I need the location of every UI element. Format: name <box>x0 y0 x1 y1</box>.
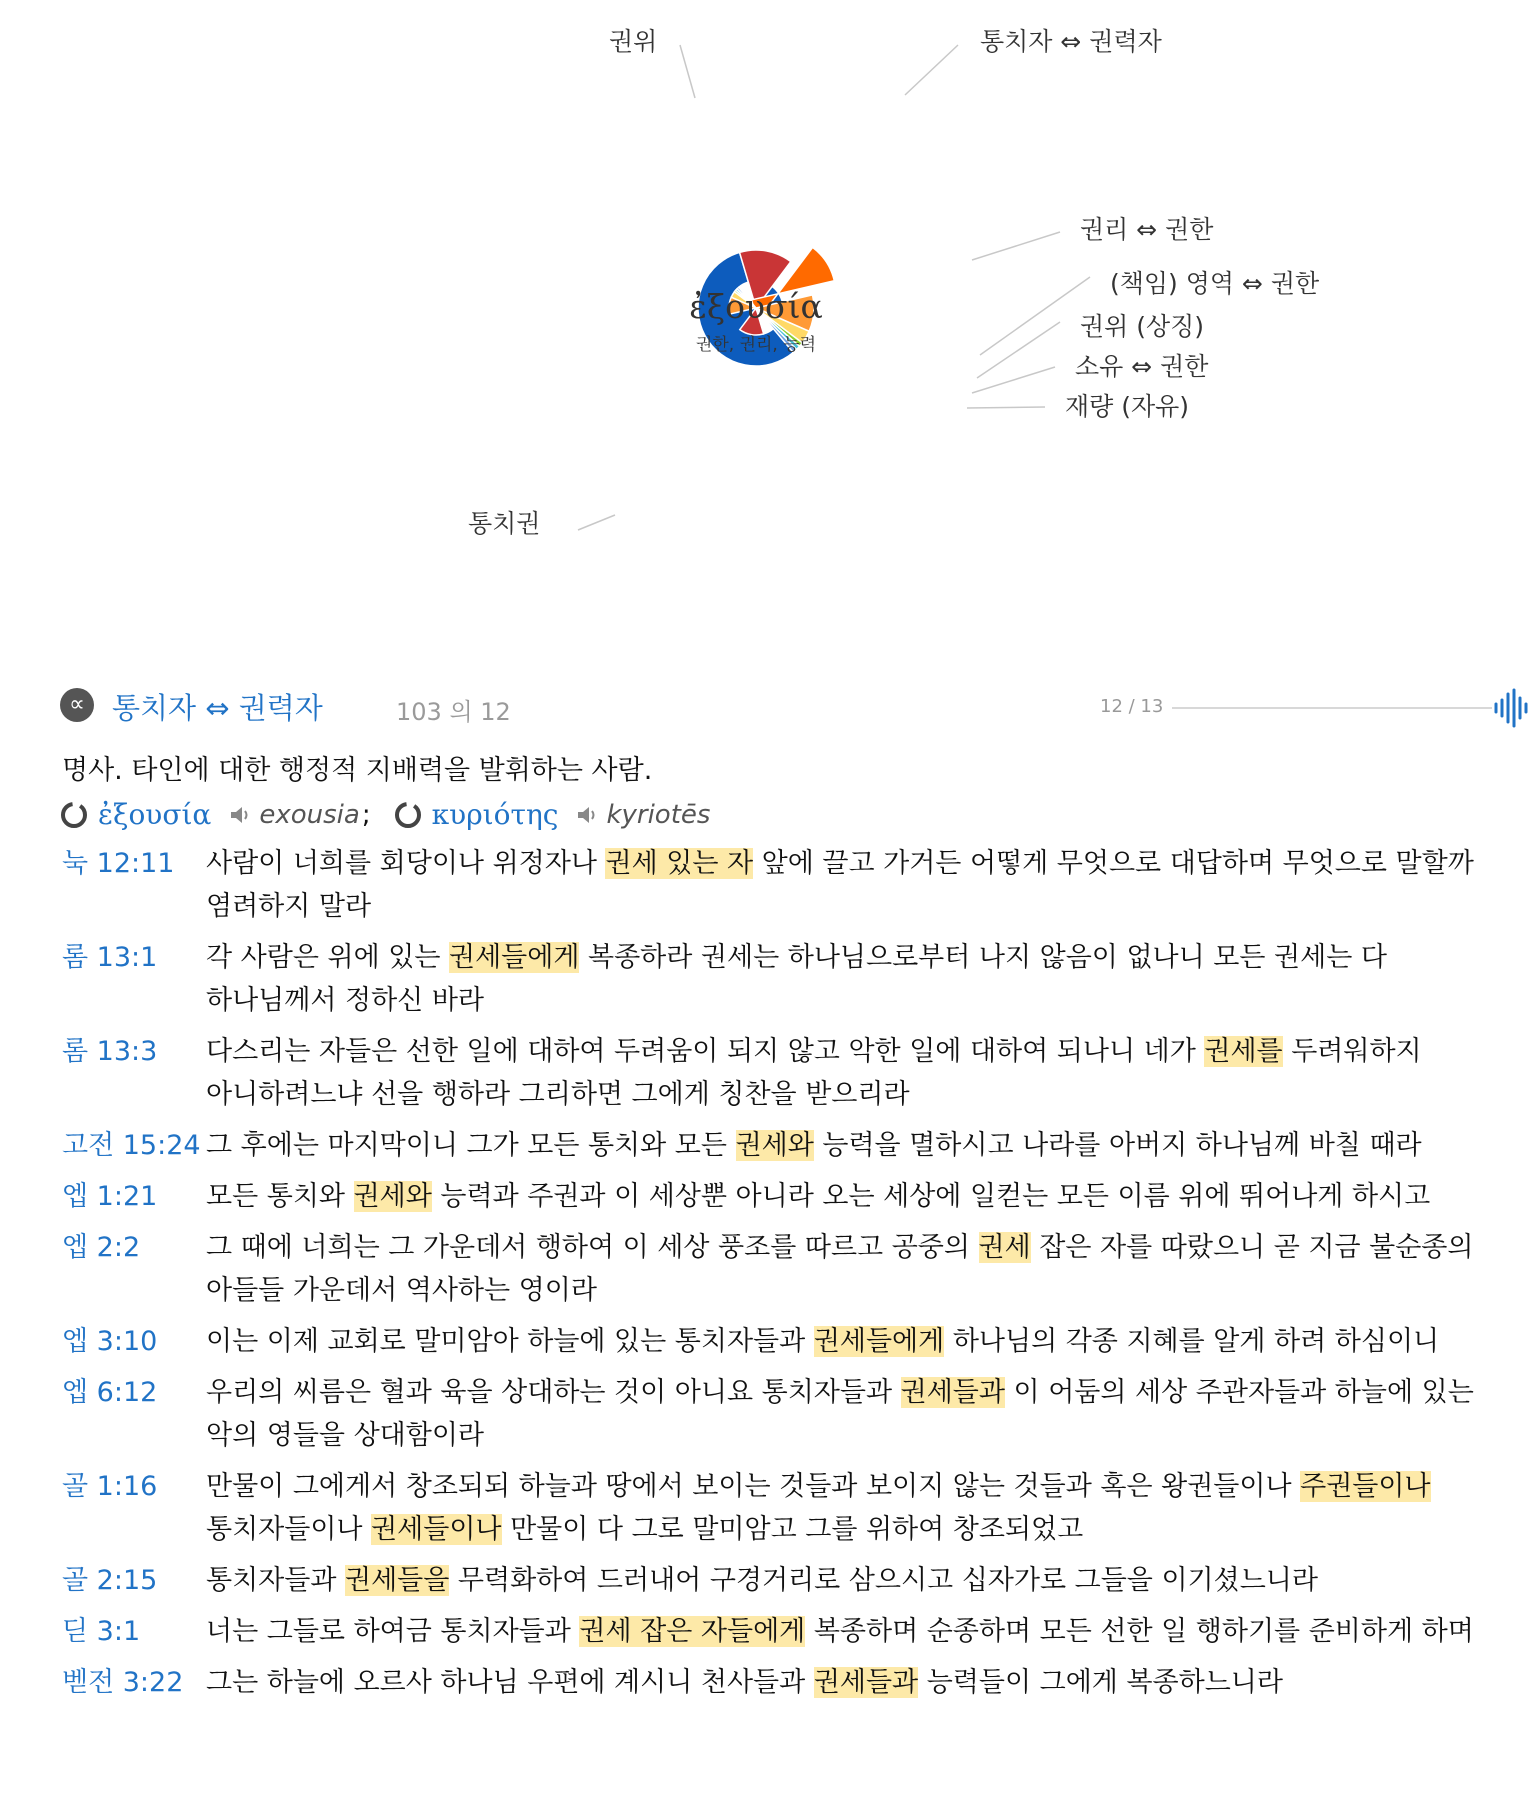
speaker-icon[interactable] <box>229 804 253 826</box>
slice-labels <box>468 27 1320 538</box>
verse-text <box>206 1030 1506 1116</box>
verse-segment: 하나님의 각종 지혜를 알게 하려 하심이니 <box>944 1326 1440 1357</box>
highlighted-term: 권세 <box>978 1232 1031 1263</box>
verse-segment: 그는 하늘에 오르사 하나님 우편에 계시니 천사들과 <box>206 1667 814 1698</box>
verse-text <box>206 1320 1506 1363</box>
verse-row <box>62 1226 1522 1312</box>
verse-row <box>62 1175 1522 1218</box>
verse-text <box>206 936 1506 1022</box>
leader-line <box>680 45 695 98</box>
verse-reference[interactable]: 벧전 3:22 <box>62 1667 184 1698</box>
transliteration: exousia <box>259 799 360 830</box>
verse-text <box>206 1661 1506 1704</box>
verse-reference[interactable]: 엡 3:10 <box>62 1326 158 1357</box>
slice-label[interactable]: 재량 (자유) <box>1065 392 1190 421</box>
sense-header <box>60 686 1520 730</box>
leader-line <box>972 367 1055 393</box>
chart-center-title: ἐξουσία <box>689 287 823 326</box>
verse-row <box>62 1465 1522 1551</box>
verse-segment: 능력들이 그에게 복종하느니라 <box>918 1667 1283 1698</box>
verse-segment: 그 때에 너희는 그 가운데서 행하여 이 세상 풍조를 따르고 공중의 <box>206 1232 979 1263</box>
chart-center-subtitle: 권한, 권리, 능력 <box>695 335 817 355</box>
verse-segment: 두려워하지 아니하려느냐 선을 행하라 그리하면 그에게 칭찬을 받으리라 <box>206 1036 1422 1110</box>
verse-reference[interactable]: 롬 13:3 <box>62 1036 158 1067</box>
verse-segment: 통치자들이나 <box>206 1514 372 1545</box>
slice-label[interactable]: 권위 (상징) <box>1080 312 1205 341</box>
sense-icon: ∝ <box>60 688 94 722</box>
sense-definition: 명사. 타인에 대한 행정적 지배력을 발휘하는 사람. <box>62 755 653 786</box>
slice-label[interactable]: 통치권 <box>468 509 541 538</box>
source-word[interactable] <box>60 798 371 831</box>
verse-row <box>62 1320 1522 1363</box>
verse-segment: 능력을 멸하시고 나라를 아버지 하나님께 바칠 때라 <box>813 1130 1422 1161</box>
verse-reference[interactable]: 골 1:16 <box>62 1471 158 1502</box>
highlighted-term: 권세들과 <box>900 1377 1005 1408</box>
verse-text <box>206 1465 1506 1551</box>
verse-segment: 복종하며 순종하며 모든 선한 일 행하기를 준비하게 하며 <box>805 1616 1474 1647</box>
verse-text <box>206 1175 1506 1218</box>
verse-segment: 모든 통치와 <box>206 1181 354 1212</box>
verse-row <box>62 842 1522 928</box>
verse-reference[interactable]: 골 2:15 <box>62 1565 158 1596</box>
source-word[interactable] <box>394 798 711 831</box>
verse-list <box>62 842 1522 1712</box>
verse-row <box>62 1371 1522 1457</box>
slice-label[interactable]: 권리 ⇔ 권한 <box>1080 215 1214 244</box>
greek-lemma[interactable]: ἐξουσία <box>98 798 212 831</box>
verse-segment: 너는 그들로 하여금 통치자들과 <box>206 1616 580 1647</box>
verse-text <box>206 1371 1506 1457</box>
leader-line <box>967 407 1045 408</box>
verse-text <box>206 1124 1506 1167</box>
verse-row <box>62 1559 1522 1602</box>
highlighted-term: 권세 있는 자 <box>605 848 754 879</box>
leader-line <box>972 232 1060 260</box>
verse-segment: 앞에 끌고 가거든 어떻게 무엇으로 대답하며 무엇으로 말할까 염려하지 말라 <box>206 848 1474 922</box>
highlighted-term: 권세들에게 <box>449 942 580 973</box>
verse-text <box>206 1559 1506 1602</box>
verse-segment: 만물이 그에게서 창조되되 하늘과 땅에서 보이는 것들과 보이지 않는 것들과 혹은 왕권들이나 <box>206 1471 1301 1502</box>
verse-segment: 이 어둠의 세상 주관자들과 하늘에 있는 악의 영들을 상대함이라 <box>206 1377 1474 1451</box>
verse-reference[interactable]: 롬 13:1 <box>62 942 158 973</box>
verse-row <box>62 1661 1522 1704</box>
leader-line <box>980 277 1090 355</box>
leader-line <box>905 45 958 95</box>
slice-label[interactable]: (책임) 영역 ⇔ 권한 <box>1110 269 1320 298</box>
slice-label[interactable]: 통치자 ⇔ 권력자 <box>980 27 1162 56</box>
lexicon-circle-icon <box>394 801 422 829</box>
slice-label[interactable]: 권위 <box>609 27 658 56</box>
lexicon-circle-icon <box>60 801 88 829</box>
verse-reference[interactable]: 엡 2:2 <box>62 1232 141 1263</box>
highlighted-term: 주권들이나 <box>1300 1471 1431 1502</box>
verse-segment: 무력화하여 드러내어 구경거리로 삼으시고 십자가로 그들을 이기셨느니라 <box>449 1565 1318 1596</box>
highlighted-term: 권세들이나 <box>371 1514 502 1545</box>
verse-text <box>206 1226 1506 1312</box>
slice-label[interactable]: 소유 ⇔ 권한 <box>1075 352 1209 381</box>
highlighted-term: 권세 잡은 자들에게 <box>579 1616 806 1647</box>
word-separator: ; <box>361 799 371 830</box>
transliteration: kyriotēs <box>606 799 711 830</box>
highlighted-term: 권세와 <box>353 1181 432 1212</box>
verse-row <box>62 936 1522 1022</box>
verse-row <box>62 1124 1522 1167</box>
verse-reference[interactable]: 엡 1:21 <box>62 1181 158 1212</box>
leader-lines <box>578 45 1090 530</box>
verse-reference[interactable]: 눅 12:11 <box>62 848 175 879</box>
verse-row <box>62 1610 1522 1653</box>
verse-segment: 각 사람은 위에 있는 <box>206 942 449 973</box>
greek-lemma[interactable]: κυριότης <box>431 798 559 831</box>
verse-reference[interactable]: 고전 15:24 <box>62 1130 201 1161</box>
verse-reference[interactable]: 엡 6:12 <box>62 1377 158 1408</box>
sense-page-indicator: 12 / 13 <box>1100 696 1164 717</box>
sense-count: 103 의 12 <box>396 698 511 726</box>
highlighted-term: 권세들을 <box>345 1565 450 1596</box>
verse-reference[interactable]: 딛 3:1 <box>62 1616 141 1647</box>
verse-segment: 복종하라 권세는 하나님으로부터 나지 않음이 없나니 모든 권세는 다 하나님께서 정하신 바라 <box>206 942 1387 1016</box>
highlighted-term: 권세를 <box>1204 1036 1283 1067</box>
source-words <box>60 798 728 838</box>
verse-segment: 잡은 자를 따랐으니 곧 지금 불순종의 아들들 가운데서 역사하는 영이라 <box>206 1232 1474 1306</box>
sense-donut-chart <box>0 0 1532 640</box>
verse-segment: 통치자들과 <box>206 1565 345 1596</box>
audio-wave-icon[interactable] <box>1440 686 1532 730</box>
highlighted-term: 권세들에게 <box>813 1326 945 1357</box>
highlighted-term: 권세와 <box>735 1130 814 1161</box>
verse-segment: 이는 이제 교회로 말미암아 하늘에 있는 통치자들과 <box>206 1326 814 1357</box>
sense-title[interactable]: 통치자 ⇔ 권력자 <box>112 691 323 725</box>
verse-text <box>206 1610 1506 1653</box>
verse-segment: 다스리는 자들은 선한 일에 대하여 두려움이 되지 않고 악한 일에 대하여 되나니 네가 <box>206 1036 1205 1067</box>
verse-segment: 우리의 씨름은 혈과 육을 상대하는 것이 아니요 통치자들과 <box>206 1377 901 1408</box>
verse-segment: 그 후에는 마지막이니 그가 모든 통치와 모든 <box>206 1130 736 1161</box>
speaker-icon[interactable] <box>576 804 600 826</box>
verse-segment: 사람이 너희를 회당이나 위정자나 <box>206 848 606 879</box>
verse-segment: 만물이 다 그로 말미암고 그를 위하여 창조되었고 <box>501 1514 1084 1545</box>
verse-segment: 능력과 주권과 이 세상뿐 아니라 오는 세상에 일컫는 모든 이름 위에 뛰어나게 하시고 <box>431 1181 1431 1212</box>
verse-text <box>206 842 1506 928</box>
leader-line <box>578 515 615 530</box>
highlighted-term: 권세들과 <box>813 1667 919 1698</box>
verse-row <box>62 1030 1522 1116</box>
